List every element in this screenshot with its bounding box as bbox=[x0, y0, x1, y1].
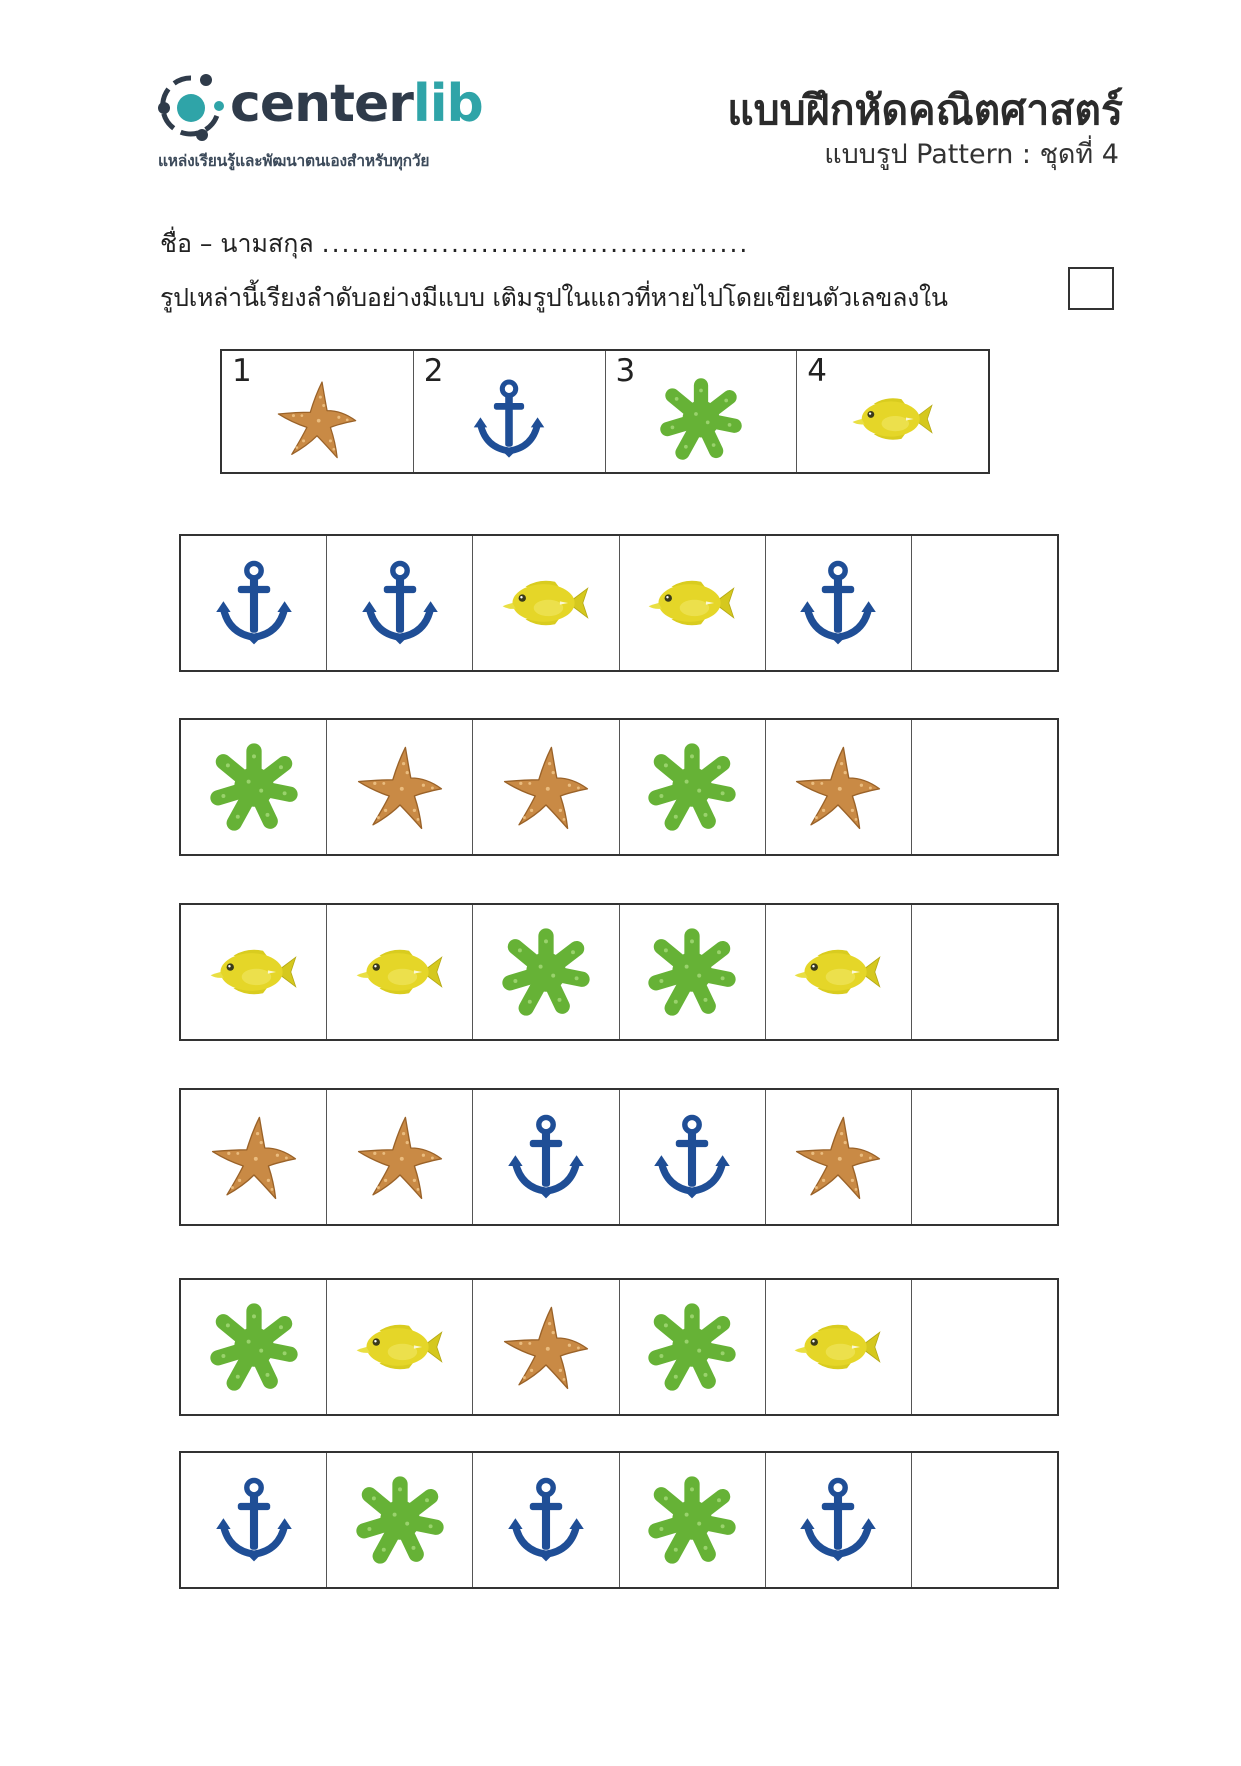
brand-tagline: แหล่งเรียนรู้และพัฒนาตนเองสำหรับทุกวัย bbox=[158, 152, 430, 170]
pattern-cell-icon bbox=[793, 742, 883, 832]
pattern-cell bbox=[620, 1090, 766, 1224]
pattern-cell bbox=[327, 536, 473, 670]
answer-blank-cell[interactable] bbox=[912, 905, 1057, 1039]
pattern-cell bbox=[766, 1090, 912, 1224]
green-blob-icon bbox=[209, 1302, 299, 1392]
pattern-cell-icon bbox=[501, 1112, 591, 1202]
pattern-cell-icon bbox=[793, 1302, 883, 1392]
pattern-cell bbox=[327, 720, 473, 854]
answer-blank-cell[interactable] bbox=[912, 536, 1057, 670]
green-blob-icon bbox=[209, 742, 299, 832]
pattern-cell bbox=[620, 536, 766, 670]
pattern-row-5 bbox=[179, 1278, 1059, 1416]
anchor-icon bbox=[501, 1475, 591, 1565]
yellow-fish-icon bbox=[355, 927, 445, 1017]
legend-number: 1 bbox=[232, 353, 252, 389]
name-dotted-line: ........................................... bbox=[321, 229, 750, 258]
anchor-icon bbox=[467, 377, 551, 461]
starfish-icon bbox=[793, 1112, 883, 1202]
page-title: แบบฝึกหัดคณิตศาสตร์ bbox=[727, 86, 1123, 134]
pattern-cell-icon bbox=[647, 1112, 737, 1202]
legend-icon bbox=[275, 377, 359, 461]
answer-blank-cell[interactable] bbox=[912, 720, 1057, 854]
pattern-cell bbox=[181, 1453, 327, 1587]
green-blob-icon bbox=[501, 927, 591, 1017]
pattern-cell-icon bbox=[793, 1475, 883, 1565]
pattern-cell-icon bbox=[355, 1302, 445, 1392]
pattern-cell-icon bbox=[647, 927, 737, 1017]
pattern-cell bbox=[327, 1090, 473, 1224]
green-blob-icon bbox=[659, 377, 743, 461]
pattern-cell-icon bbox=[209, 1302, 299, 1392]
anchor-icon bbox=[793, 1475, 883, 1565]
pattern-row-3 bbox=[179, 903, 1059, 1041]
pattern-cell-icon bbox=[501, 1475, 591, 1565]
pattern-cell bbox=[766, 720, 912, 854]
instruction-text: รูปเหล่านี้เรียงลำดับอย่างมีแบบ เติมรูปในแถวที่หายไปโดยเขียนตัวเลขลงใน bbox=[160, 283, 948, 312]
starfish-icon bbox=[793, 742, 883, 832]
legend-item bbox=[797, 351, 988, 472]
pattern-cell bbox=[620, 1453, 766, 1587]
pattern-cell bbox=[181, 536, 327, 670]
yellow-fish-icon bbox=[355, 1302, 445, 1392]
name-field[interactable] bbox=[160, 224, 749, 264]
pattern-cell-icon bbox=[501, 558, 591, 648]
pattern-cell-icon bbox=[209, 927, 299, 1017]
pattern-cell-icon bbox=[647, 742, 737, 832]
pattern-cell-icon bbox=[355, 1112, 445, 1202]
pattern-cell bbox=[327, 1453, 473, 1587]
pattern-cell bbox=[473, 1280, 619, 1414]
pattern-cell-icon bbox=[355, 742, 445, 832]
pattern-cell bbox=[620, 1280, 766, 1414]
pattern-cell-icon bbox=[793, 558, 883, 648]
anchor-icon bbox=[209, 1475, 299, 1565]
pattern-cell-icon bbox=[355, 927, 445, 1017]
pattern-cell bbox=[473, 720, 619, 854]
anchor-icon bbox=[209, 558, 299, 648]
starfish-icon bbox=[501, 1302, 591, 1392]
pattern-cell bbox=[181, 905, 327, 1039]
green-blob-icon bbox=[647, 927, 737, 1017]
yellow-fish-icon bbox=[851, 377, 935, 461]
answer-blank-cell[interactable] bbox=[912, 1453, 1057, 1587]
pattern-cell-icon bbox=[647, 1475, 737, 1565]
pattern-cell bbox=[620, 905, 766, 1039]
legend-number: 4 bbox=[807, 353, 827, 389]
answer-blank-cell[interactable] bbox=[912, 1090, 1057, 1224]
anchor-icon bbox=[355, 558, 445, 648]
pattern-cell bbox=[473, 905, 619, 1039]
molecule-logo-icon bbox=[156, 72, 226, 142]
shape-legend bbox=[220, 349, 990, 474]
starfish-icon bbox=[355, 742, 445, 832]
legend-number: 2 bbox=[423, 353, 444, 389]
pattern-cell-icon bbox=[209, 1112, 299, 1202]
legend-icon bbox=[467, 377, 551, 461]
starfish-icon bbox=[275, 377, 359, 461]
pattern-cell-icon bbox=[793, 927, 883, 1017]
yellow-fish-icon bbox=[793, 1302, 883, 1392]
legend-icon bbox=[659, 377, 743, 461]
pattern-cell-icon bbox=[209, 558, 299, 648]
pattern-row-4 bbox=[179, 1088, 1059, 1226]
pattern-cell bbox=[766, 1453, 912, 1587]
starfish-icon bbox=[501, 742, 591, 832]
centerlib-logo bbox=[156, 68, 496, 180]
pattern-cell bbox=[473, 1453, 619, 1587]
anchor-icon bbox=[793, 558, 883, 648]
pattern-cell-icon bbox=[647, 558, 737, 648]
pattern-cell bbox=[181, 1280, 327, 1414]
yellow-fish-icon bbox=[793, 927, 883, 1017]
pattern-cell-icon bbox=[647, 1302, 737, 1392]
brand-name-accent: lib bbox=[412, 74, 483, 134]
starfish-icon bbox=[355, 1112, 445, 1202]
pattern-cell-icon bbox=[355, 1475, 445, 1565]
pattern-cell bbox=[620, 720, 766, 854]
pattern-cell bbox=[181, 1090, 327, 1224]
green-blob-icon bbox=[647, 742, 737, 832]
pattern-row-6 bbox=[179, 1451, 1059, 1589]
pattern-cell bbox=[327, 1280, 473, 1414]
legend-icon bbox=[851, 377, 935, 461]
legend-item bbox=[606, 351, 798, 472]
pattern-cell bbox=[766, 905, 912, 1039]
pattern-cell bbox=[473, 1090, 619, 1224]
pattern-row-1 bbox=[179, 534, 1059, 672]
legend-number: 3 bbox=[615, 353, 636, 389]
pattern-cell bbox=[181, 720, 327, 854]
brand-name-main: center bbox=[230, 74, 413, 134]
pattern-cell-icon bbox=[209, 742, 299, 832]
green-blob-icon bbox=[647, 1302, 737, 1392]
anchor-icon bbox=[501, 1112, 591, 1202]
green-blob-icon bbox=[355, 1475, 445, 1565]
brand-name bbox=[230, 72, 483, 136]
anchor-icon bbox=[647, 1112, 737, 1202]
pattern-cell bbox=[327, 905, 473, 1039]
pattern-cell bbox=[766, 536, 912, 670]
legend-item bbox=[414, 351, 606, 472]
pattern-cell bbox=[766, 1280, 912, 1414]
legend-item bbox=[222, 351, 414, 472]
yellow-fish-icon bbox=[647, 558, 737, 648]
pattern-cell bbox=[473, 536, 619, 670]
name-label: ชื่อ – นามสกุล bbox=[160, 229, 314, 258]
yellow-fish-icon bbox=[501, 558, 591, 648]
pattern-cell-icon bbox=[501, 742, 591, 832]
pattern-cell-icon bbox=[793, 1112, 883, 1202]
green-blob-icon bbox=[647, 1475, 737, 1565]
answer-blank-cell[interactable] bbox=[912, 1280, 1057, 1414]
starfish-icon bbox=[209, 1112, 299, 1202]
answer-sample-box bbox=[1068, 267, 1114, 310]
pattern-cell-icon bbox=[355, 558, 445, 648]
yellow-fish-icon bbox=[209, 927, 299, 1017]
pattern-cell-icon bbox=[501, 1302, 591, 1392]
pattern-row-2 bbox=[179, 718, 1059, 856]
pattern-cell-icon bbox=[501, 927, 591, 1017]
pattern-cell-icon bbox=[209, 1475, 299, 1565]
page-subtitle: แบบรูป Pattern : ชุดที่ 4 bbox=[824, 139, 1119, 170]
